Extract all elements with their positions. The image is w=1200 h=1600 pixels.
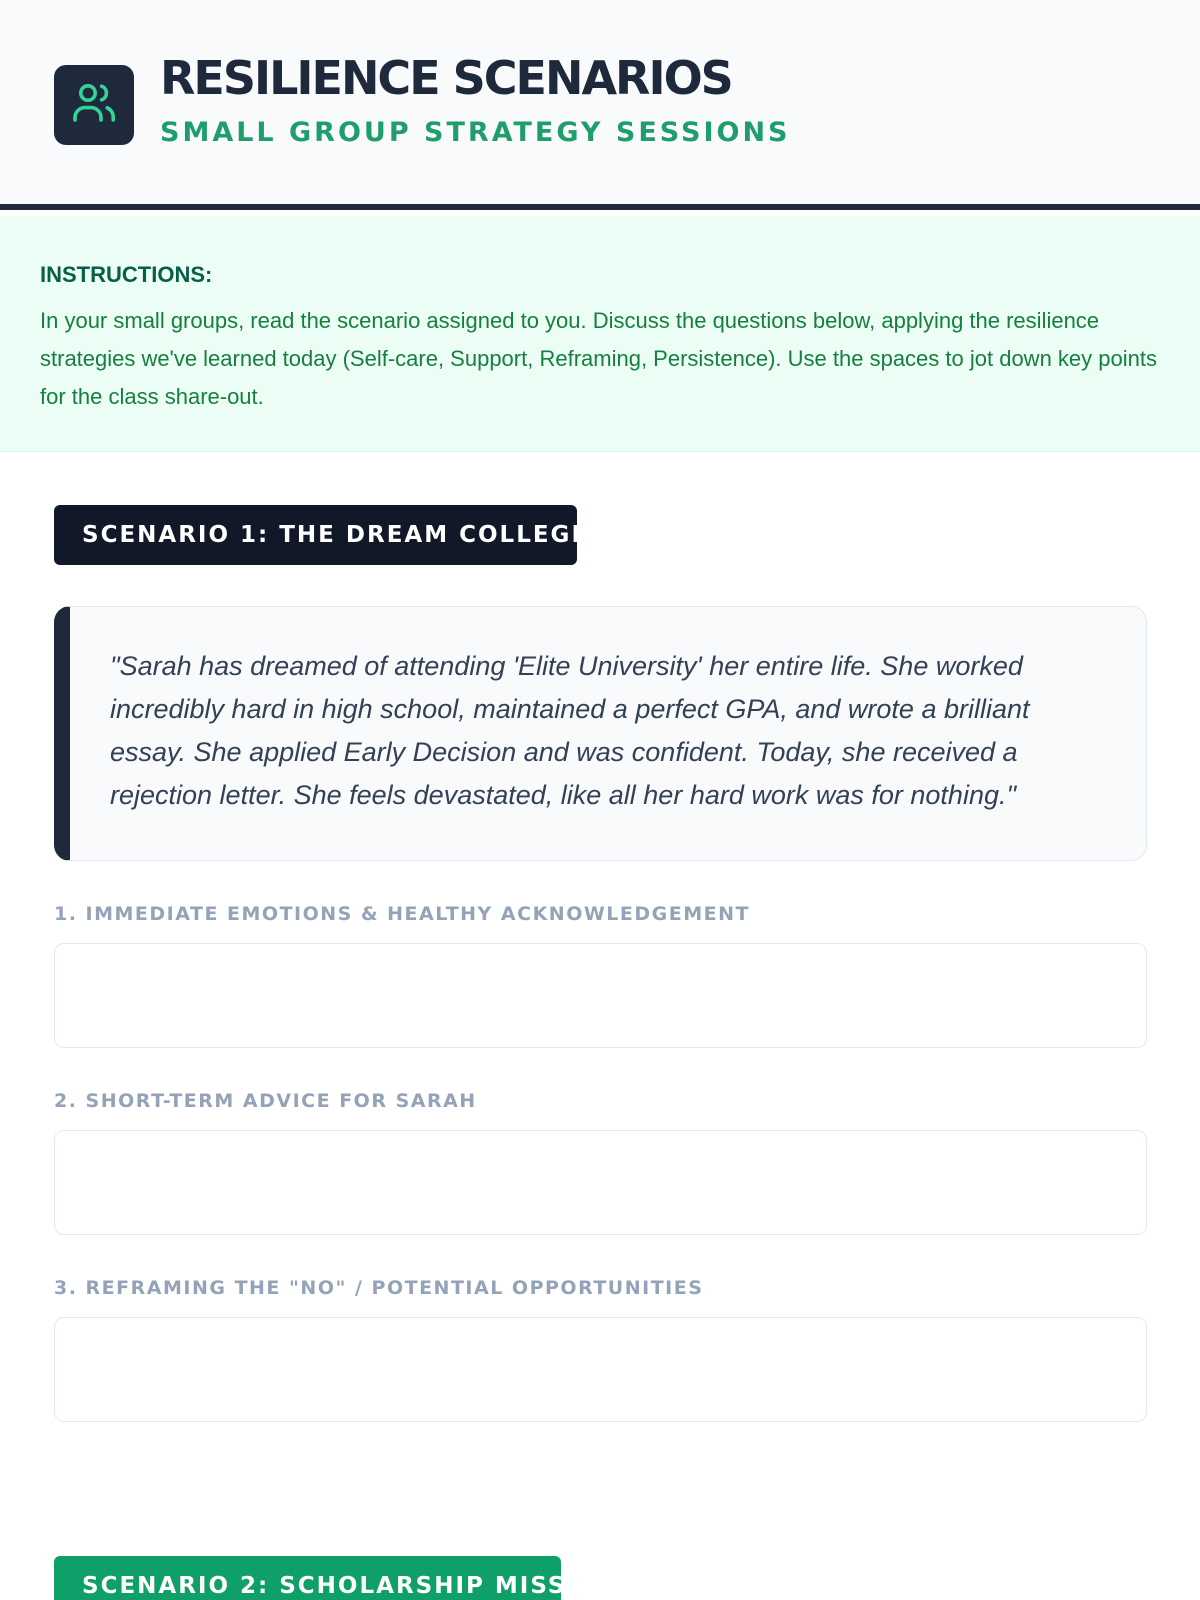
scenario-1-quote-text: "Sarah has dreamed of attending 'Elite University' her entire life. She worked incredibly hard in high school, maintained a perfect GPA, and wrote a brilliant essay. She applied Early Decision and was confident. Today, she received a rejection letter. She feels devastated, like all her hard work was for nothing.": [110, 651, 1030, 810]
question-2-label: 2. SHORT-TERM ADVICE FOR SARAH: [54, 1090, 477, 1112]
question-3-answer[interactable]: [54, 1317, 1147, 1422]
scenario-2-badge: SCENARIO 2: SCHOLARSHIP MISS: [54, 1556, 561, 1600]
scenario-1-badge: SCENARIO 1: THE DREAM COLLEGE: [54, 505, 577, 565]
question-1-answer[interactable]: [54, 943, 1147, 1048]
scenario-1-quote: [54, 606, 1147, 861]
users-icon: [70, 79, 118, 132]
question-3-label: 3. REFRAMING THE "NO" / POTENTIAL OPPORTUNITIES: [54, 1277, 704, 1299]
instructions-heading: INSTRUCTIONS:: [40, 262, 213, 287]
question-2-answer[interactable]: [54, 1130, 1147, 1235]
page-subtitle: SMALL GROUP STRATEGY SESSIONS: [160, 117, 791, 148]
page-title: RESILIENCE SCENARIOS: [160, 51, 732, 105]
question-1-label: 1. IMMEDIATE EMOTIONS & HEALTHY ACKNOWLEDGEMENT: [54, 903, 750, 925]
page-header: [0, 0, 1200, 210]
instructions-panel: [0, 216, 1200, 452]
logo: [54, 65, 134, 145]
instructions-text: In your small groups, read the scenario assigned to you. Discuss the questions below, applying the resilience strategies we've learned today (Self-care, Support, Reframing, Persistence). Use the spaces to jot down key points for the class share-out.: [40, 308, 1157, 409]
